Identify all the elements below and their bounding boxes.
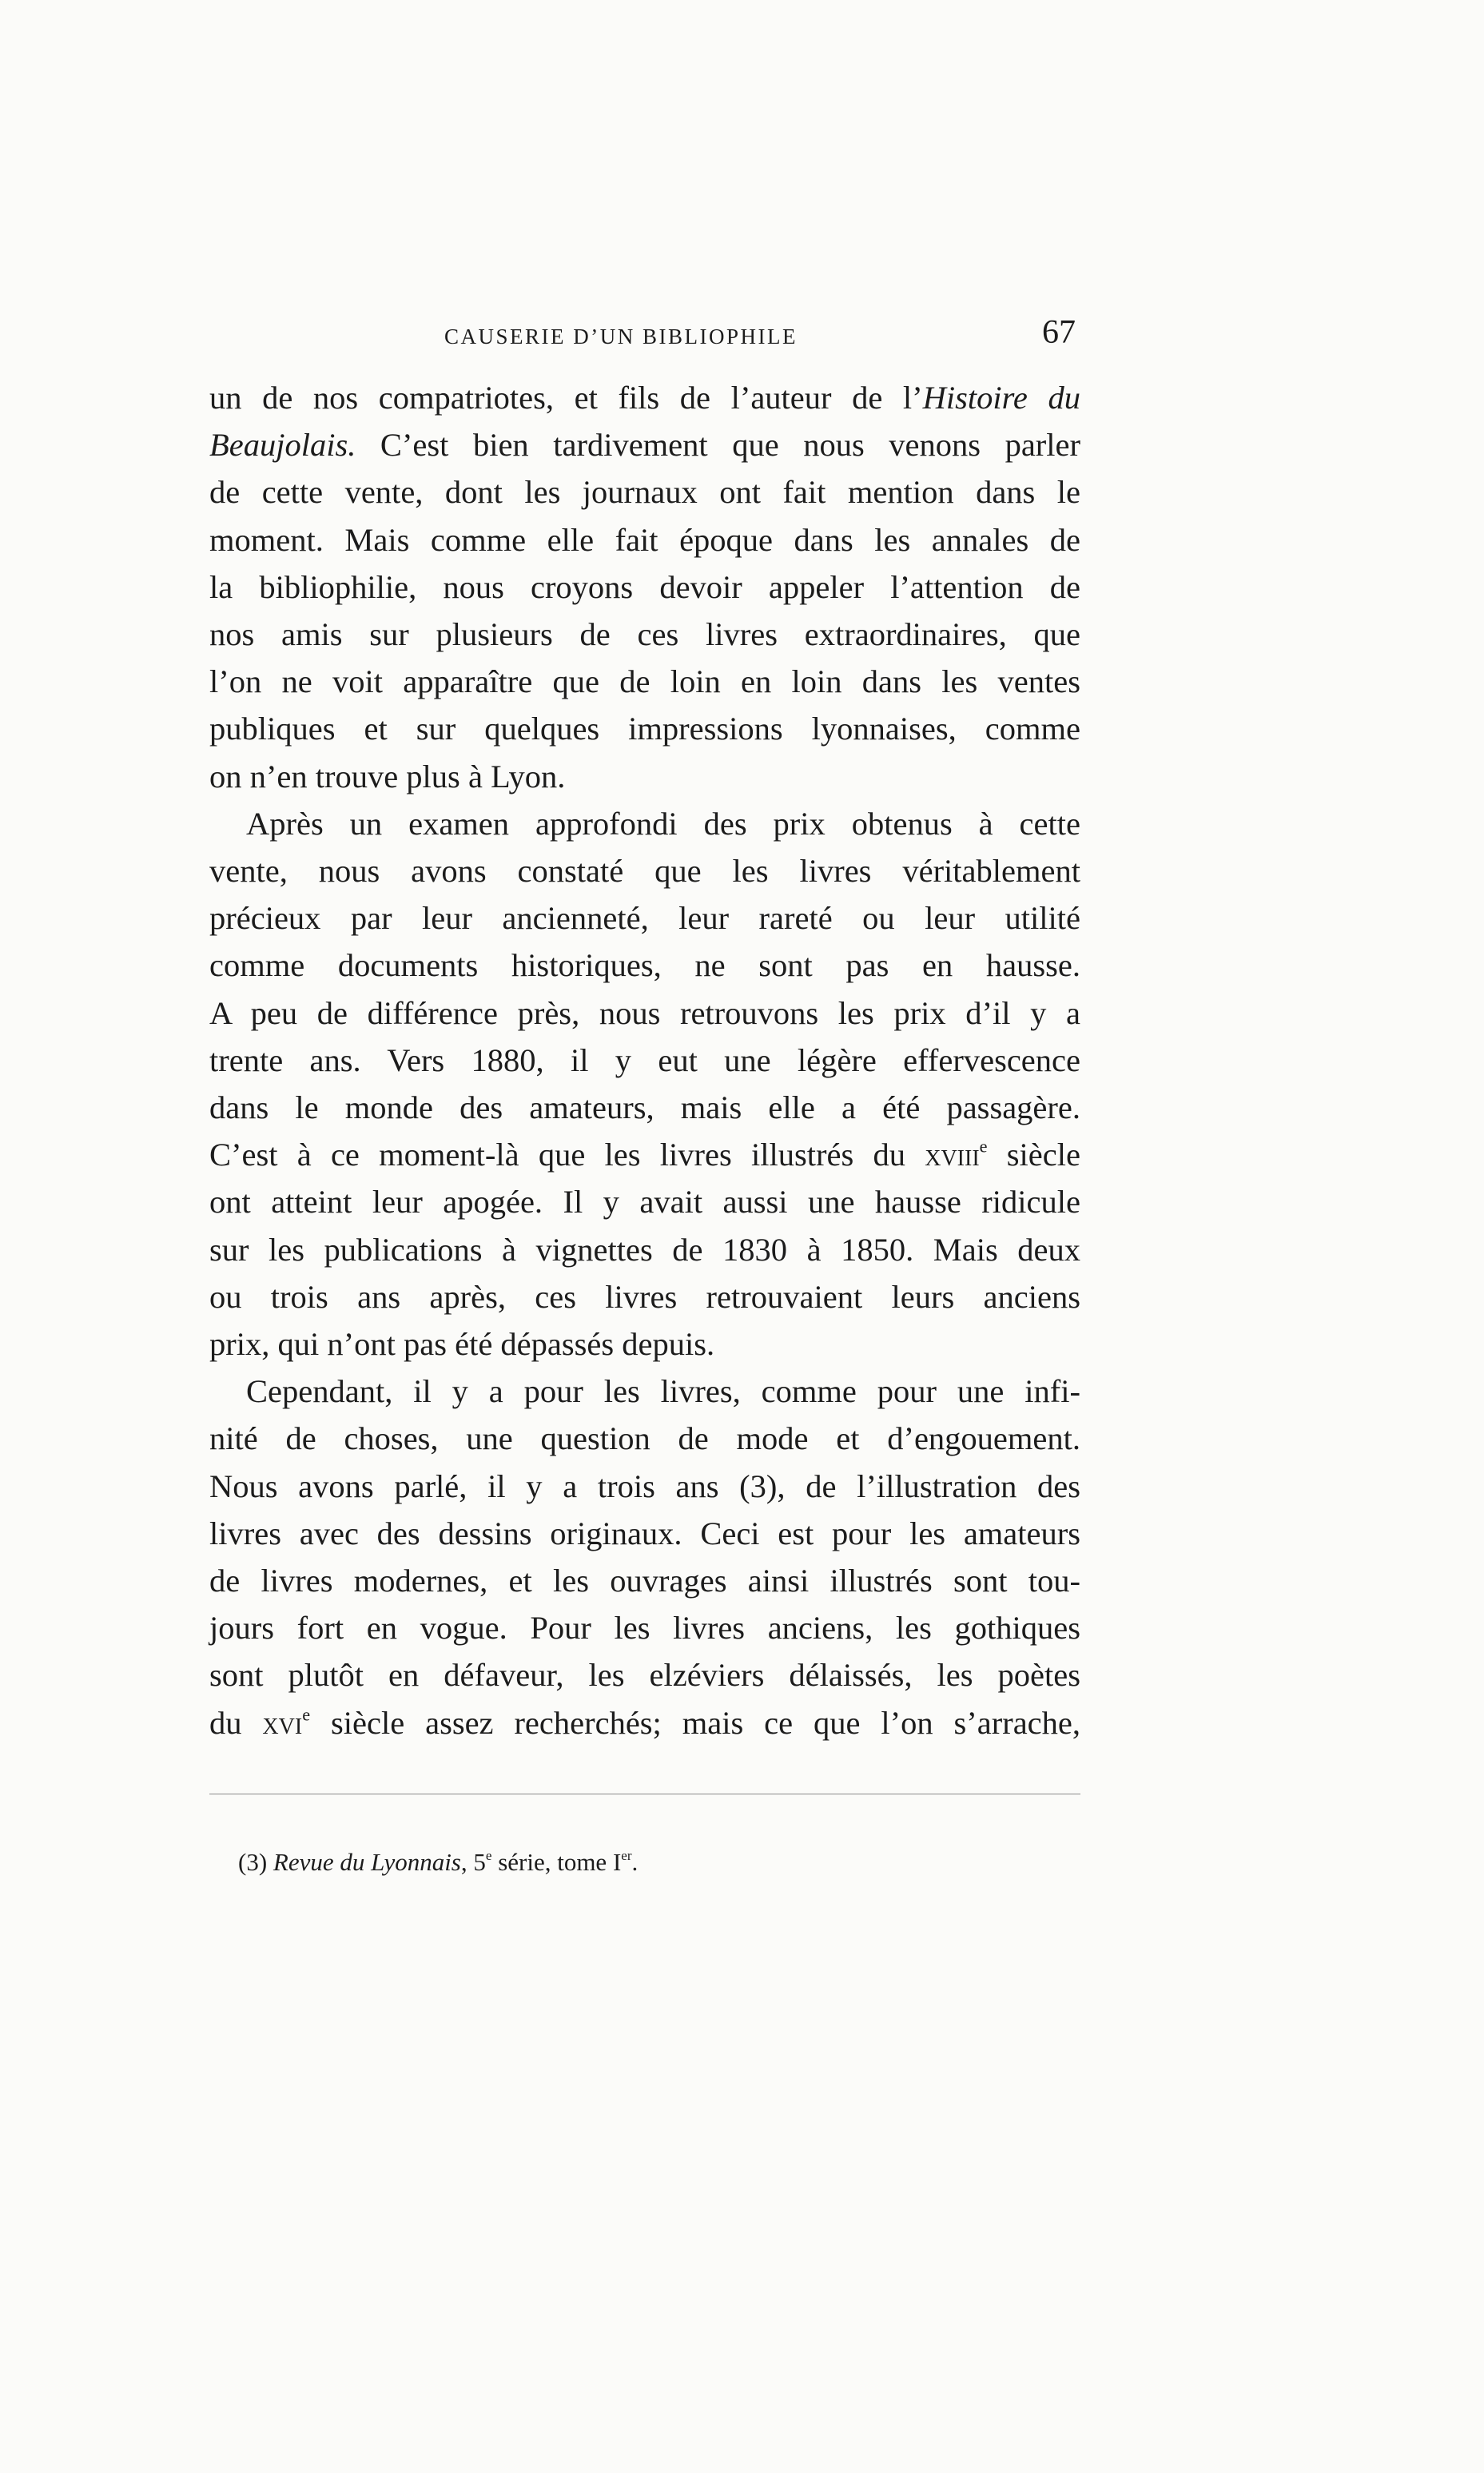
- text-line-segment: un de nos compatriotes, et fils de l’auteur de l’: [209, 380, 923, 416]
- text-line: ou trois ans après, ces livres retrouvaient leurs anciens: [209, 1278, 1080, 1315]
- text-line: vente, nous avons constaté que les livres véritablement: [209, 853, 1080, 890]
- text-line: on n’en trouve plus à Lyon.: [209, 758, 566, 794]
- text-line: comme documents historiques, ne sont pas en hausse.: [209, 947, 1080, 984]
- superscript: e: [979, 1136, 988, 1157]
- running-title: CAUSERIE D’UN BIBLIOPHILE: [444, 325, 798, 348]
- text-line-segment: C’est à ce moment-là que les livres illustrés du: [209, 1137, 925, 1173]
- italic-title: Histoire du: [922, 380, 1080, 416]
- text-line-segment: du: [209, 1704, 263, 1741]
- text-line: publiques et sur quelques impressions lyonnaises, comme: [209, 711, 1080, 747]
- footnote-text: série, tome I: [491, 1848, 622, 1876]
- text-line: sur les publications à vignettes de 1830 à 1850. Mais deux: [209, 1231, 1080, 1268]
- text-line-segment: C’est bien tardivement que nous venons parler: [356, 427, 1080, 464]
- footnote-title: Revue du Lyonnais: [273, 1848, 461, 1876]
- text-line: ont atteint leur apogée. Il y avait aussi une hausse ridicule: [209, 1184, 1080, 1221]
- superscript: e: [302, 1703, 311, 1724]
- body-text: [209, 374, 1080, 1746]
- century-numeral: xviii: [925, 1137, 980, 1173]
- paragraph-1: [209, 374, 1080, 800]
- paragraph-3: [209, 1368, 1080, 1746]
- footnote-text: .: [631, 1848, 639, 1876]
- text-line: Nous avons parlé, il y a trois ans (3), de l’illustration des: [209, 1467, 1080, 1504]
- text-line: [209, 1699, 1080, 1746]
- italic-title: Beaujolais.: [209, 427, 356, 464]
- text-line: jours fort en vogue. Pour les livres anciens, les gothiques: [209, 1610, 1080, 1647]
- superscript: er: [621, 1848, 632, 1864]
- text-line: sont plutôt en défaveur, les elzéviers délaissés, les poètes: [209, 1657, 1080, 1694]
- text-line: prix, qui n’ont pas été dépassés depuis.: [209, 1326, 715, 1363]
- footnote: [238, 1848, 638, 1877]
- footnote-marker: (3): [238, 1848, 273, 1876]
- text-line: moment. Mais comme elle fait époque dans les annales de: [209, 521, 1080, 558]
- superscript: e: [485, 1848, 492, 1864]
- text-line: la bibliophilie, nous croyons devoir appeler l’attention de: [209, 568, 1080, 605]
- text-line: nité de choses, une question de mode et d’engouement.: [209, 1420, 1080, 1457]
- text-line: Après un examen approfondi des prix obtenus à cette: [246, 805, 1080, 842]
- text-line: trente ans. Vers 1880, il y eut une légère effervescence: [209, 1041, 1080, 1078]
- text-line: [209, 421, 1080, 468]
- text-line: [209, 1131, 1080, 1178]
- text-line: dans le monde des amateurs, mais elle a été passagère.: [209, 1089, 1080, 1126]
- text-line-segment: siècle assez recherchés; mais ce que l’on s’arrache,: [310, 1704, 1081, 1741]
- text-line: nos amis sur plusieurs de ces livres extraordinaires, que: [209, 616, 1080, 653]
- century-numeral: xvi: [262, 1704, 303, 1741]
- text-line: A peu de différence près, nous retrouvons les prix d’il y a: [209, 994, 1080, 1031]
- text-line: l’on ne voit apparaître que de loin en loin dans les ventes: [209, 663, 1080, 700]
- text-line: Cependant, il y a pour les livres, comme pour une infi-: [246, 1373, 1080, 1410]
- paragraph-2: [209, 800, 1080, 1368]
- running-head: [209, 313, 1080, 361]
- text-line: de cette vente, dont les journaux ont fait mention dans le: [209, 474, 1080, 511]
- text-line: de livres modernes, et les ouvrages ainsi illustrés sont tou-: [209, 1563, 1080, 1599]
- page-number: 67: [1042, 314, 1076, 351]
- text-line-segment: siècle: [987, 1137, 1080, 1173]
- text-line: [209, 374, 1080, 421]
- text-line: précieux par leur ancienneté, leur rareté ou leur utilité: [209, 900, 1080, 937]
- text-line: livres avec des dessins originaux. Ceci est pour les amateurs: [209, 1515, 1080, 1551]
- footnote-text: , 5: [460, 1848, 486, 1876]
